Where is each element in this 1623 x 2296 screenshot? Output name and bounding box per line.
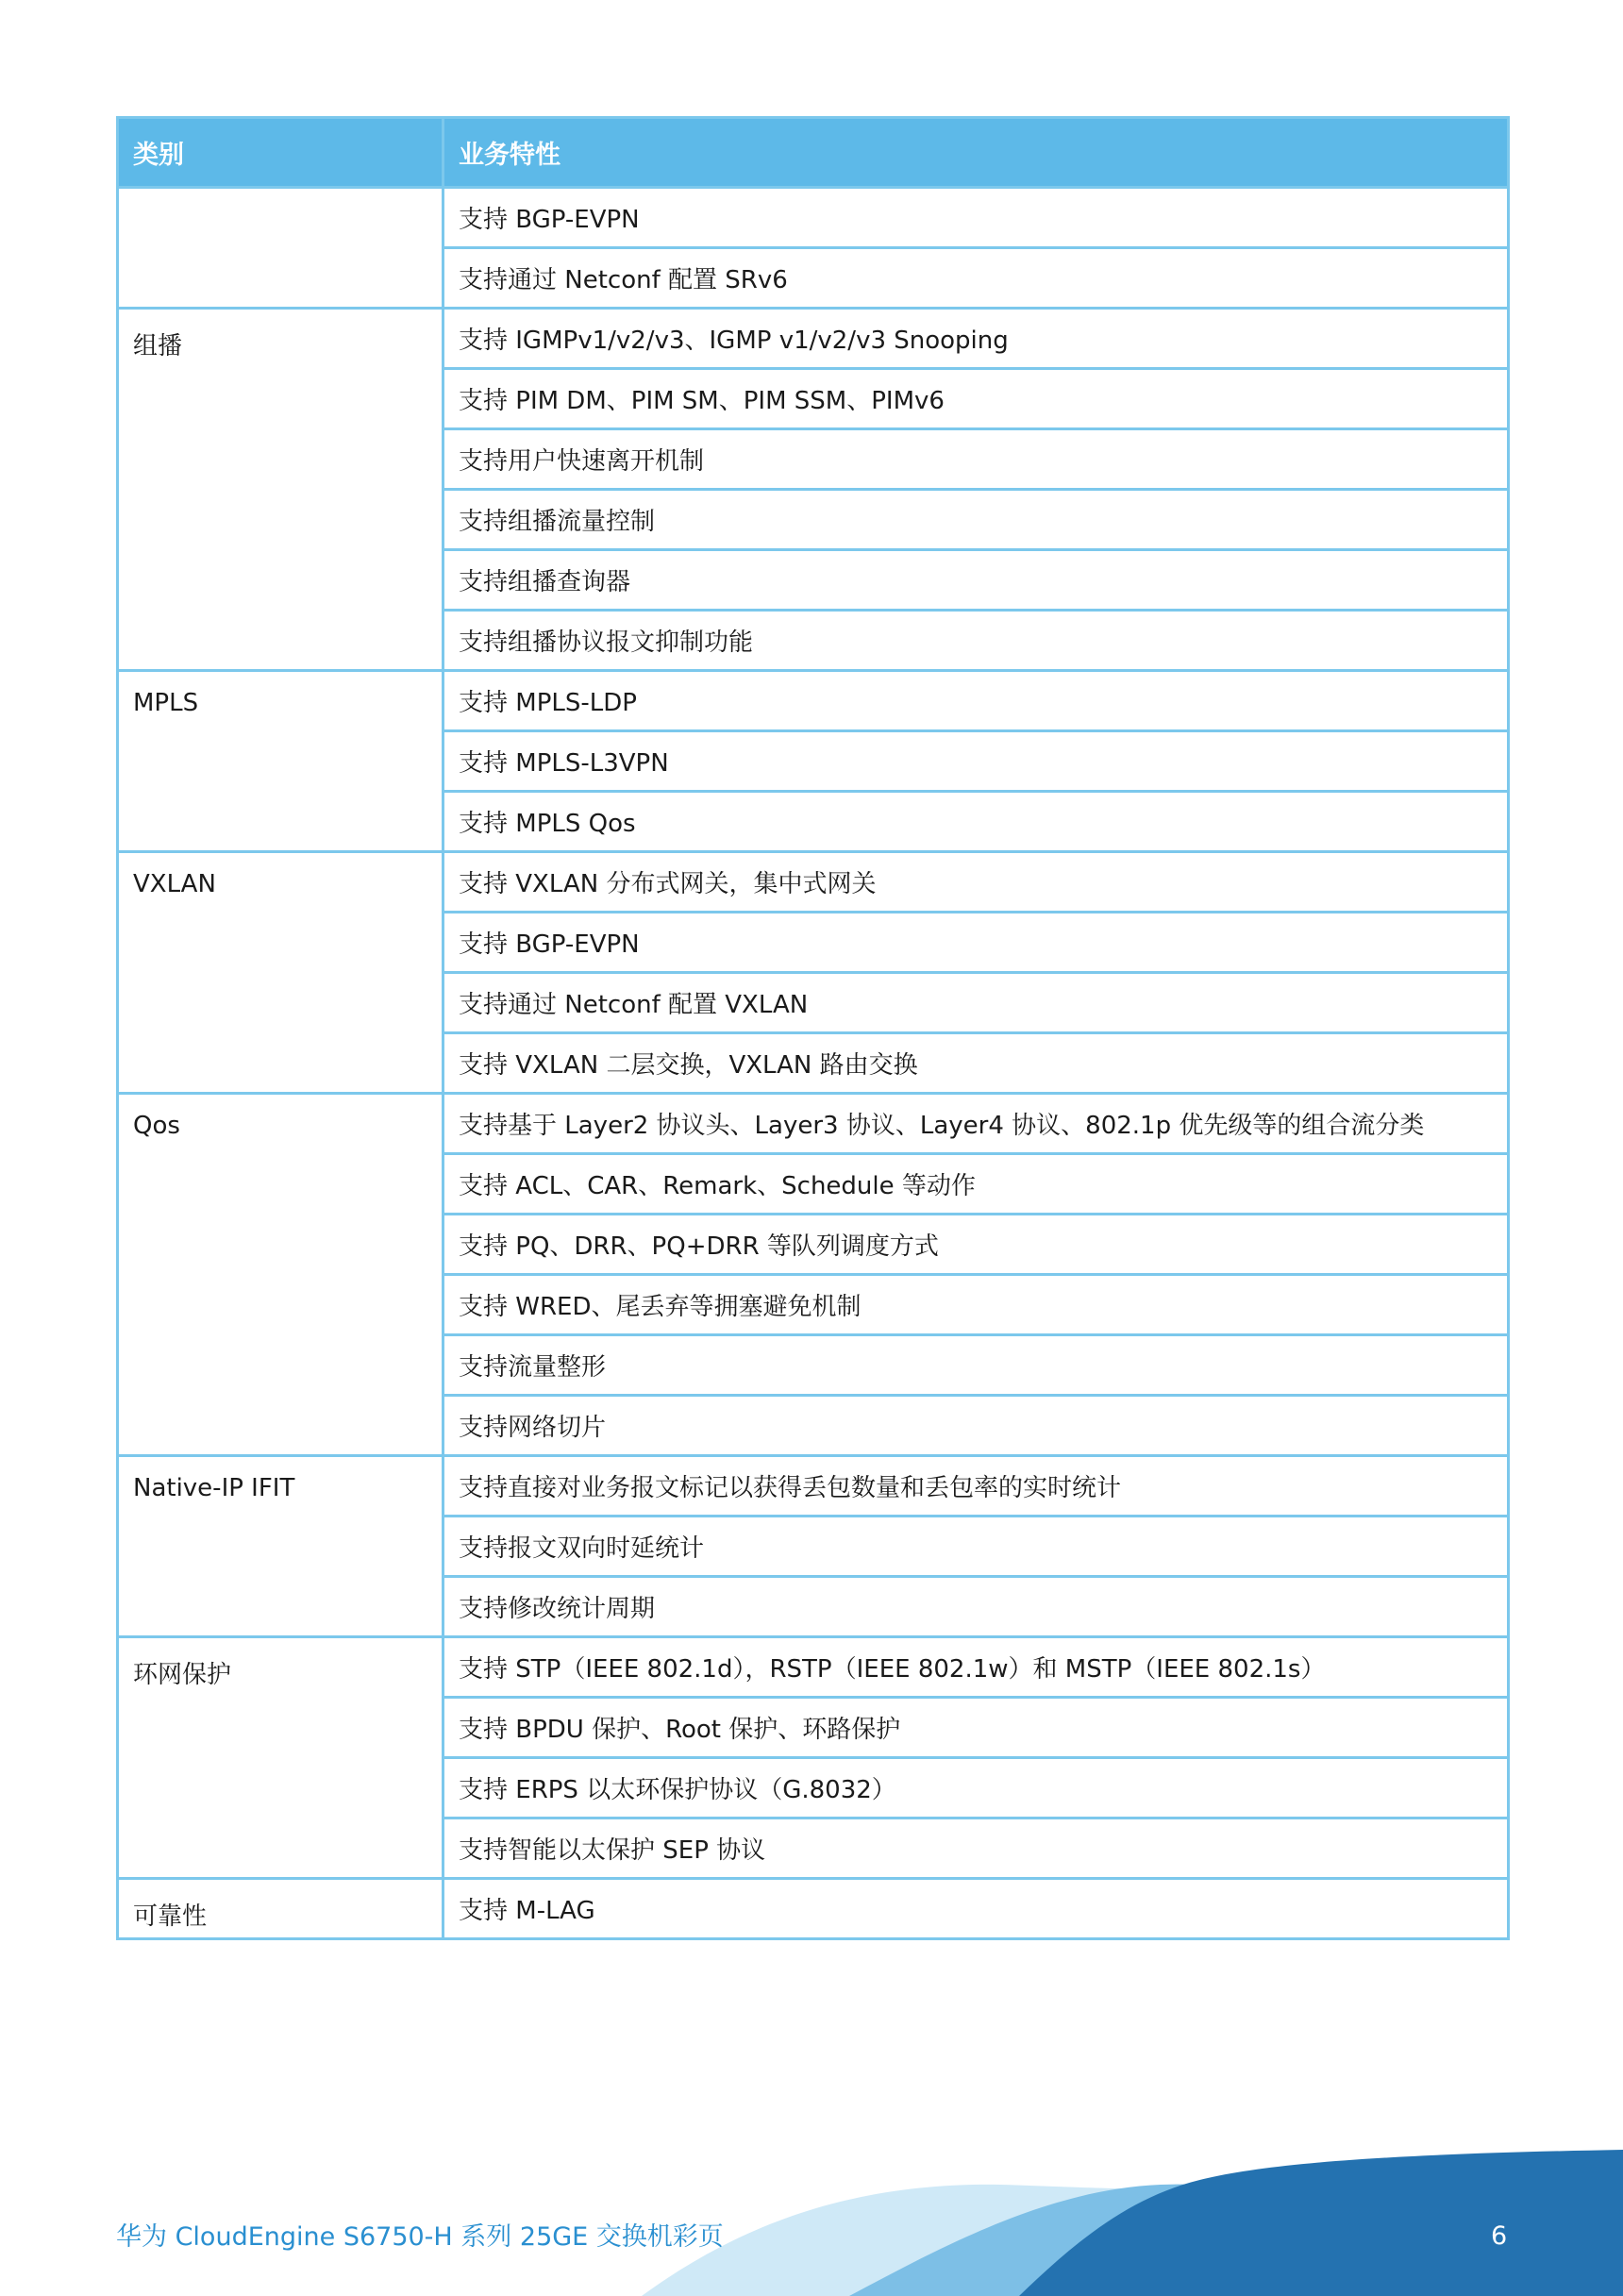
- header-feature: 业务特性: [443, 118, 1509, 188]
- feature-table: [116, 116, 1510, 1940]
- category-cell: 可靠性: [118, 1879, 443, 1939]
- table-row: [118, 1456, 1509, 1517]
- feature-cell: 支持直接对业务报文标记以获得丢包数量和丢包率的实时统计: [443, 1456, 1509, 1517]
- feature-cell: 支持通过 Netconf 配置 SRv6: [443, 248, 1509, 309]
- feature-cell: 支持组播流量控制: [443, 490, 1509, 550]
- feature-cell: 支持 ERPS 以太环保护协议（G.8032）: [443, 1758, 1509, 1818]
- category-cell: MPLS: [118, 671, 443, 852]
- feature-cell: 支持 BGP-EVPN: [443, 188, 1509, 248]
- feature-cell: 支持 BGP-EVPN: [443, 913, 1509, 973]
- feature-cell: 支持 STP（IEEE 802.1d），RSTP（IEEE 802.1w）和 MSTP（IEEE 802.1s）: [443, 1637, 1509, 1698]
- feature-cell: 支持 PIM DM、PIM SM、PIM SSM、PIMv6: [443, 369, 1509, 429]
- page-number: 6: [1491, 2221, 1508, 2251]
- feature-cell: 支持 MPLS-LDP: [443, 671, 1509, 731]
- feature-cell: 支持 MPLS-L3VPN: [443, 731, 1509, 792]
- table-row: [118, 1879, 1509, 1939]
- table-row: [118, 188, 1509, 248]
- feature-cell: 支持智能以太保护 SEP 协议: [443, 1818, 1509, 1879]
- category-cell: 组播: [118, 309, 443, 671]
- feature-cell: 支持 VXLAN 二层交换，VXLAN 路由交换: [443, 1033, 1509, 1094]
- feature-cell: 支持 BPDU 保护、Root 保护、环路保护: [443, 1698, 1509, 1758]
- table-row: [118, 1637, 1509, 1698]
- feature-cell: 支持报文双向时延统计: [443, 1517, 1509, 1577]
- feature-cell: 支持 VXLAN 分布式网关，集中式网关: [443, 852, 1509, 913]
- feature-cell: 支持 IGMPv1/v2/v3、IGMP v1/v2/v3 Snooping: [443, 309, 1509, 369]
- table-row: [118, 309, 1509, 369]
- category-cell: 环网保护: [118, 1637, 443, 1879]
- feature-cell: 支持 PQ、DRR、PQ+DRR 等队列调度方式: [443, 1215, 1509, 1275]
- feature-cell: 支持用户快速离开机制: [443, 429, 1509, 490]
- table-row: [118, 852, 1509, 913]
- feature-cell: 支持修改统计周期: [443, 1577, 1509, 1637]
- feature-cell: 支持通过 Netconf 配置 VXLAN: [443, 973, 1509, 1033]
- table-row: [118, 1094, 1509, 1154]
- feature-cell: 支持基于 Layer2 协议头、Layer3 协议、Layer4 协议、802.1p 优先级等的组合流分类: [443, 1094, 1509, 1154]
- wave-dark: [1019, 2150, 1623, 2296]
- feature-cell: 支持组播查询器: [443, 550, 1509, 611]
- footer-title: 华为 CloudEngine S6750-H 系列 25GE 交换机彩页: [116, 2222, 724, 2252]
- feature-cell: 支持 WRED、尾丢弃等拥塞避免机制: [443, 1275, 1509, 1335]
- category-cell: VXLAN: [118, 852, 443, 1094]
- feature-cell: 支持 MPLS Qos: [443, 792, 1509, 852]
- feature-cell: 支持 ACL、CAR、Remark、Schedule 等动作: [443, 1154, 1509, 1215]
- header-category: 类别: [118, 118, 443, 188]
- feature-cell: 支持 M-LAG: [443, 1879, 1509, 1939]
- category-cell: [118, 188, 443, 309]
- feature-cell: 支持网络切片: [443, 1396, 1509, 1456]
- feature-cell: 支持流量整形: [443, 1335, 1509, 1396]
- category-cell: Native-IP IFIT: [118, 1456, 443, 1637]
- table-header-row: [118, 118, 1509, 188]
- category-cell: Qos: [118, 1094, 443, 1456]
- page-footer: [0, 2142, 1623, 2296]
- table-row: [118, 671, 1509, 731]
- feature-cell: 支持组播协议报文抑制功能: [443, 611, 1509, 671]
